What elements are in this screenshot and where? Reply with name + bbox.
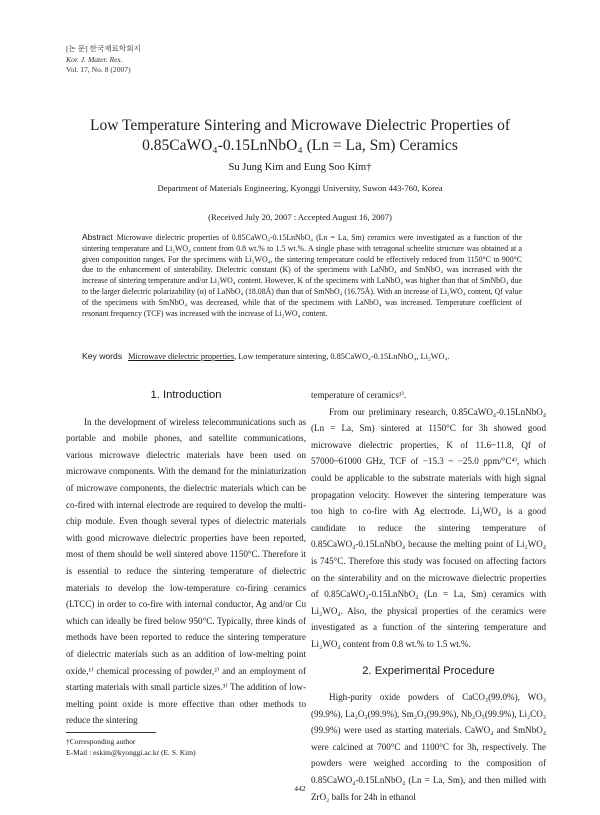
keywords-label: Key words	[82, 351, 123, 361]
journal-volume: Vol. 17, No. 8 (2007)	[66, 65, 131, 75]
affiliation: Department of Materials Engineering, Kyonggi University, Suwon 443-760, Korea	[157, 183, 443, 193]
keyword-link[interactable]: Microwave dielectric properties	[128, 352, 235, 361]
left-column	[66, 387, 306, 729]
title-line-2: 0.85CaWO₄-0.15LnNbO₄ (Ln = La, Sm) Ceramics	[142, 137, 458, 154]
authors: Su Jung Kim and Eung Soo Kim†	[228, 162, 372, 173]
page-number: 442	[294, 784, 306, 793]
experimental-paragraph: High-purity oxide powders of CaCO₃(99.0%), WO₃ (99.9%), La₂O₃(99.9%), Sm₂O₃(99.9%), Nb₂O₅(99.9%), Li₂CO₃ (99.9%) were used as starting materials. CaWO₄ and SmNbO₄ were calcined at 700°C and 1100°C for 3h, respectively. The powders were weighed according to the composition of 0.85CaWO₄-0.15LnNbO₄ (Ln = La, Sm), and then milled with ZrO₂ balls for 24h in ethanol	[311, 692, 546, 802]
footnote-divider	[66, 732, 156, 733]
abstract-text: Microwave dielectric properties of 0.85CaWO₄-0.15LnNbO₄ (Ln = La, Sm) ceramics were investigated as a function of the sintering temperature and Li₂WO₄ content from 0.8 wt.% to 1.5 wt.%. A single phase with tetragonal scheelite structure was obtained at a given composition ranges. For the specimens with Li₂WO₄, the sintering temperature could be effectively reduced from 1150°C to 900°C due to the enhancement of sinterability. Dielectric constant (K) of the specimens with LaNbO₄ and SmNbO₄ was increased with the increase of sintering temperature and/or Li₂WO₄ content. However, K of the specimens with LaNbO₄ was higher than that of SmNbO₄ due to the larger dielectric polarizability (α) of LaNbO₄ (18.08Å) than that of SmNbO₄ (16.75Å). With an increase of Li₂WO₄ content, Qf value of the specimens with SmNbO₄ was decreased, while that of the specimens with LaNbO₄ was increased. Temperature coefficient of resonant frequency (TCF) was increased with the increase of Li₂WO₄ content.	[82, 233, 522, 318]
section-heading-introduction: 1. Introduction	[150, 389, 222, 401]
corresponding-author: †Corresponding author	[66, 737, 136, 746]
title-line-1: Low Temperature Sintering and Microwave Dielectric Properties of	[90, 117, 510, 134]
journal-header	[66, 44, 141, 76]
journal-name-korean: [논 문] 한국재료학회지	[66, 44, 141, 53]
right-column	[311, 387, 546, 805]
received-dates: (Received July 20, 2007 : Accepted August 16, 2007)	[208, 212, 392, 222]
journal-name: Kor. J. Mater. Res.	[66, 54, 123, 64]
abstract-label: Abstract	[82, 232, 113, 242]
keywords-rest: , Low temperature sintering, 0.85CaWO₄-0.15LnNbO₄, Li₂WO₄.	[234, 352, 450, 361]
section-heading-experimental: 2. Experimental Procedure	[362, 664, 495, 677]
intro-continuation: temperature of ceramics¹⁾.	[311, 390, 407, 400]
intro-paragraph: In the development of wireless telecommunications such as portable and mobile phones, and satellite communications, various microwave dielectric materials have been used on microwave components. With the demand for the miniaturization of microwave components, the dielectric materials which can be co-fired with internal electrode are required to develop the multi-chip module. Even though several types of dielectric materials with good microwave dielectric properties have been reported, most of them should be well sintered above 1150°C. Therefore it is essential to reduce the sintering temperature of dielectric materials to develop the low-temperature co-firing ceramics (LTCC) in order to co-fire with internal conductor, Ag and/or Cu which can ideally be fired below 950°C. Typically, three kinds of methods have been reported to reduce the sintering temperature of dielectric materials such as an addition of low-melting point oxide,¹⁾ chemical processing of powder,²⁾ and an employment of starting materials with small particle sizes.³⁾ The addition of low-melting point oxide is more effective than other methods to reduce the sintering	[66, 416, 306, 726]
paper-title	[40, 116, 560, 156]
footnote	[66, 736, 196, 758]
keywords	[82, 351, 542, 361]
abstract	[82, 232, 522, 319]
intro-paragraph-2: From our preliminary research, 0.85CaWO₄-0.15LnNbO₄ (Ln = La, Sm) sintered at 1150°C for 3h showed good microwave dielectric properties, K of 11.6~11.8, Qf of 57000~61000 GHz, TCF of −15.3 ~ −25.0 ppm/°C⁴⁾, which could be applicable to the substrate materials with high signal propagation velocity. However the sintering temperature was too high to co-fire with Ag electrode. Li₂WO₄ is a good candidate to reduce the sintering temperature of 0.85CaWO₄-0.15LnNbO₄ because the melting point of Li₂WO₄ is 745°C. Therefore this study was focused on affecting factors on the sinterability and on the microwave dielectric properties of 0.85CaWO₄-0.15LnNbO₄ (Ln = La, Sm) ceramics with Li₂WO₄. Also, the physical properties of the ceramics were investigated as a function of the sintering temperature and Li₂WO₄ content from 0.8 wt.% to 1.5 wt.%.	[311, 406, 546, 649]
author-email: E-Mail : eskim@kyonggi.ac.kr (E. S. Kim)	[66, 748, 196, 757]
